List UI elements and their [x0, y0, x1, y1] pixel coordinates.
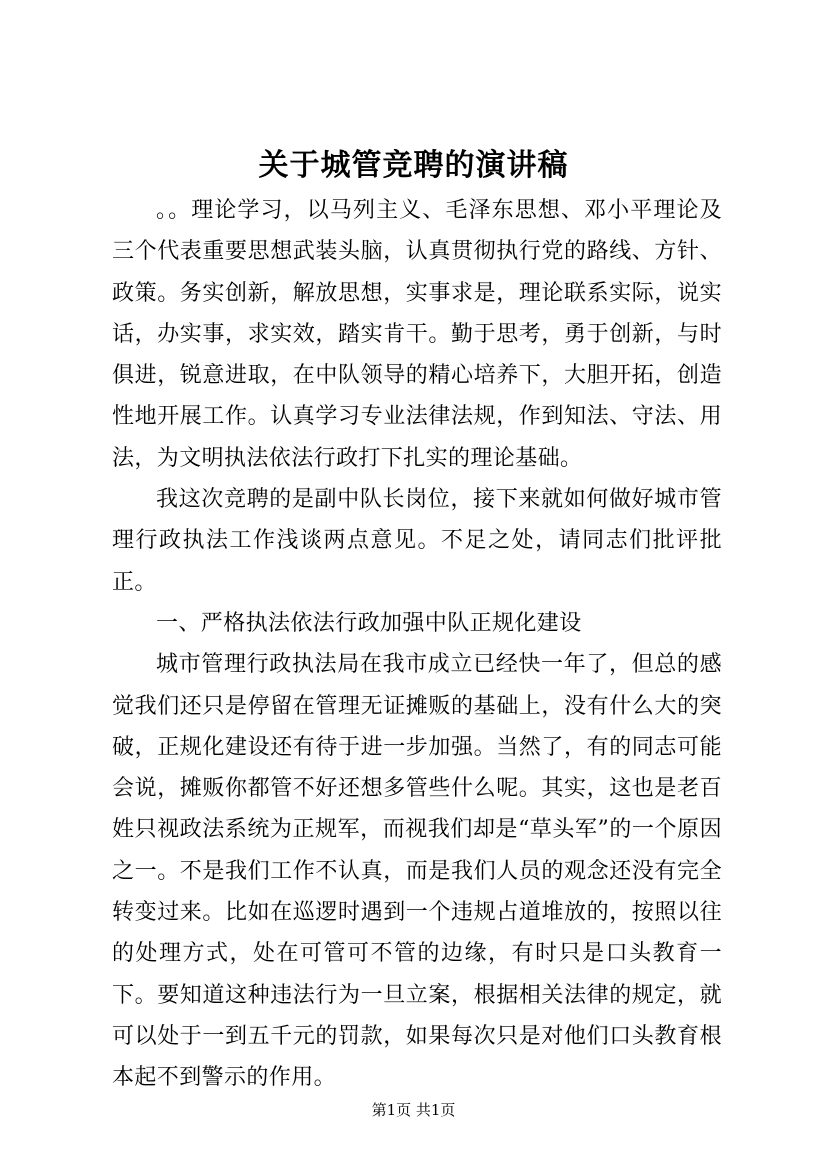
paragraph-study: 。。理论学习，以马列主义、毛泽东思想、邓小平理论及三个代表重要思想武装头脑，认真贯彻执行党的路线、方针、政策。务实创新，解放思想，实事求是，理论联系实际，说实话，办实事，求实效，踏实肯干。勤于思考，勇于创新，与时俱进，锐意进取，在中队领导的精心培养下，大胆开拓，创造性地开展工作。认真学习专业法律法规，作到知法、守法、用法，为文明执法依法行政打下扎实的理论基础。 — [112, 198, 722, 471]
paragraph-position: 我这次竞聘的是副中队长岗位，接下来就如何做好城市管理行政执法工作浅谈两点意见。不足之处，请同志们批评批正。 — [112, 487, 722, 595]
document-title: 关于城管竞聘的演讲稿 — [258, 148, 569, 183]
page-footer: 第1页 共1页 — [371, 1101, 456, 1119]
document-body — [112, 190, 722, 1099]
section-heading-1: 一、严格执法依法行政加强中队正规化建设 — [156, 610, 582, 636]
paragraph-enforcement: 城市管理行政执法局在我市成立已经快一年了，但总的感觉我们还只是停留在管理无证摊贩的基础上，没有什么大的突破，正规化建设还有待于进一步加强。当然了，有的同志可能会说，摊贩你都管不好还想多管些什么呢。其实，这也是老百姓只视政法系统为正规军，而视我们却是“草头军”的一个原因之一。不是我们工作不认真，而是我们人员的观念还没有完全转变过来。比如在巡逻时遇到一个违规占道堆放的，按照以往的处理方式，处在可管可不管的边缘，有时只是口头教育一下。要知道这种违法行为一旦立案，根据相关法律的规定，就可以处于一到五千元的罚款，如果每次只是对他们口头教育根本起不到警示的作用。 — [112, 652, 722, 1091]
